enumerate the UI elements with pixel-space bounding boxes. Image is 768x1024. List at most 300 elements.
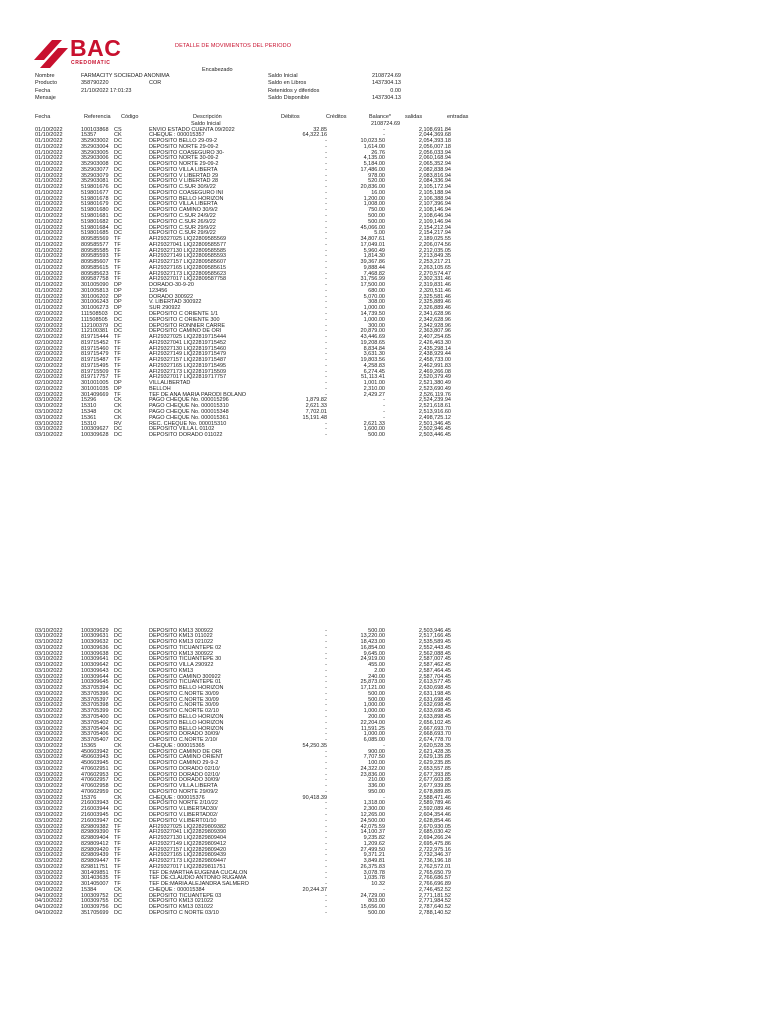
cell-descripcion: PAGO CHEQUE No. 000015361	[149, 414, 229, 421]
cell-descripcion: AFI29327149 LIQ22819715479	[149, 351, 227, 358]
cell-codigo: TF	[114, 863, 121, 870]
meta-labels-left	[35, 73, 57, 102]
cell-descripcion: AFI29327025 LIQ22819715444	[149, 334, 227, 341]
cell-balance: 2,105,172.94	[418, 184, 451, 191]
cell-balance: 2,667,693.70	[418, 725, 451, 732]
cell-descripcion: PAGO CHEQUE No. 000015348	[149, 409, 229, 416]
cell-balance: 2,342,928.96	[418, 322, 451, 329]
cell-referencia: 100309756	[81, 904, 109, 911]
cell-fecha: 01/10/2022	[35, 143, 63, 150]
cell-fecha: 03/10/2022	[35, 852, 63, 859]
cell-codigo: DC	[114, 771, 122, 778]
cell-balance: 2,302,331.46	[418, 276, 451, 283]
cell-referencia: 519801680	[81, 207, 109, 214]
cell-descripcion: AFI29327017 LIQ22809587758	[149, 276, 227, 283]
cell-balance: 2,587,007.45	[418, 656, 451, 663]
cell-codigo: DP	[114, 385, 122, 392]
cell-codigo: DC	[114, 679, 122, 686]
cell-referencia: 100103868	[81, 126, 109, 133]
cell-referencia: 819715444	[81, 334, 109, 341]
cell-codigo: DC	[114, 212, 122, 219]
cell-descripcion: DEPOSITO C ORIENTE 1/1	[149, 311, 218, 317]
cell-descripcion: DEPOSITO VILLA LIBERTA	[149, 783, 218, 790]
cell-referencia: 352903002	[81, 138, 109, 145]
cell-balance: 2,632,698.45	[418, 702, 451, 709]
cell-fecha: 04/10/2022	[35, 898, 63, 905]
cell-balance: 2,668,693.70	[418, 731, 451, 738]
cell-credito: 500.00	[368, 212, 385, 219]
cell-codigo: DC	[114, 892, 122, 899]
cell-debito: -	[325, 673, 327, 680]
cell-credito: 39,367.86	[360, 259, 385, 266]
cell-fecha: 01/10/2022	[35, 230, 63, 237]
cell-referencia: 100309636	[81, 644, 109, 651]
cell-balance: 2,604,354.46	[418, 812, 451, 818]
cell-referencia: 100309629	[81, 627, 109, 634]
cell-referencia: 829809420	[81, 846, 109, 853]
cell-codigo: DC	[114, 713, 122, 720]
meta-value: 1437304.13	[371, 94, 401, 101]
cell-credito: 803.00	[368, 898, 385, 905]
cell-descripcion: DEPOSITO C.NORTE 30/09	[149, 690, 219, 697]
cell-balance: 2,589,789.46	[418, 800, 451, 807]
meta-extra: COR	[149, 80, 162, 87]
cell-debito: -	[325, 662, 327, 669]
cell-fecha: 01/10/2022	[35, 218, 63, 225]
cell-balance: 2,562,088.45	[418, 650, 451, 657]
cell-balance: 2,056,007.18	[418, 143, 451, 150]
cell-fecha: 03/10/2022	[35, 731, 63, 738]
cell-debito: -	[325, 702, 327, 709]
cell-balance: 2,631,198.45	[418, 690, 451, 697]
cell-descripcion: DEPOSITO TICUANTEPE 03	[149, 892, 222, 899]
cell-debito: -	[325, 754, 327, 761]
cell-codigo: DC	[114, 800, 122, 807]
cell-balance: 2,154,212.94	[418, 224, 451, 231]
cell-descripcion: AFI29327130 LIQ22809585585	[149, 247, 227, 254]
cell-credito: 1,000.00	[363, 316, 385, 323]
cell-descripcion: DEPOSITO CAMINO 29-9-2	[149, 760, 219, 767]
cell-codigo: TF	[114, 881, 121, 888]
cell-credito: 16.00	[371, 189, 385, 196]
cell-codigo: DC	[114, 737, 122, 744]
cell-balance: 2,535,589.45	[418, 639, 451, 646]
cell-descripcion: TEF DE:MARIA ALEJANDRA SALMERO	[149, 881, 249, 888]
cell-debito: -	[325, 835, 327, 842]
cell-credito: 17,486.00	[360, 166, 385, 173]
cell-balance: 2,054,393.18	[418, 138, 451, 145]
cell-fecha: 03/10/2022	[35, 817, 63, 824]
cell-balance: 2,083,816.94	[418, 172, 451, 179]
cell-debito: -	[325, 898, 327, 905]
cell-descripcion: DEPOSITO TICUANTEPE 01	[149, 679, 222, 686]
cell-descripcion: DORADO 300922	[149, 293, 194, 300]
cell-debito: -	[325, 690, 327, 697]
cell-debito: -	[325, 195, 327, 202]
cell-fecha: 01/10/2022	[35, 138, 63, 145]
cell-fecha: 03/10/2022	[35, 708, 63, 715]
cell-fecha: 01/10/2022	[35, 201, 63, 208]
cell-codigo: TF	[114, 374, 121, 381]
cell-credito: 19,208.65	[360, 339, 385, 346]
cell-codigo: CK	[114, 397, 122, 404]
cell-credito: 19,803.56	[360, 357, 385, 364]
cell-balance: 2,513,916.60	[418, 409, 451, 416]
cell-debito: -	[325, 368, 327, 375]
cell-descripcion: CHEQUE : 000015357	[149, 132, 205, 139]
cell-debito: 64,322.16	[302, 132, 327, 139]
cell-balance: 2,469,266.08	[418, 368, 451, 375]
cell-referencia: 470602958	[81, 783, 109, 790]
cell-balance: 2,109,146.94	[418, 218, 451, 225]
cell-credito: 15,656.00	[360, 904, 385, 911]
cell-debito: -	[325, 207, 327, 214]
cell-balance: 2,501,346.45	[418, 420, 451, 427]
cell-descripcion: TEF DE:CLAUDIO ANTONIO RUGAMA	[149, 875, 247, 882]
meta-value: 2108724.69	[371, 73, 401, 79]
col-creditos: Créditos	[326, 114, 347, 120]
cell-descripcion: DEPOSITO NORTE 29-09-2	[149, 143, 219, 150]
cell-credito: -	[383, 409, 385, 416]
cell-fecha: 03/10/2022	[35, 673, 63, 680]
cell-balance: 2,521,618.61	[418, 403, 451, 410]
cell-credito: 24,729.00	[360, 892, 385, 899]
cell-codigo: DC	[114, 189, 122, 196]
cell-credito: 1,008.00	[363, 201, 385, 208]
cell-descripcion: DEPOSITO KM13	[149, 667, 194, 674]
cell-referencia: 15376	[81, 794, 97, 801]
cell-fecha: 02/10/2022	[35, 362, 63, 369]
cell-balance: 2,628,854.46	[418, 817, 451, 824]
cell-balance: 2,435,298.14	[418, 345, 451, 352]
cell-fecha: 03/10/2022	[35, 403, 63, 410]
cell-debito: -	[325, 230, 327, 237]
cell-debito: -	[325, 236, 327, 243]
cell-descripcion: DEPOSITO NORTE 2/10/22	[149, 800, 218, 807]
cell-balance: 2,325,889.46	[418, 299, 451, 306]
cell-credito: 18,423.00	[360, 639, 385, 646]
cell-codigo: TF	[114, 339, 121, 346]
cell-descripcion: DEPOSITO VILLA L 01102	[149, 426, 215, 433]
cell-balance: 2,065,352.94	[418, 161, 451, 168]
cell-balance: 2,677,393.85	[418, 771, 451, 778]
cell-fecha: 03/10/2022	[35, 639, 63, 646]
cell-referencia: 352903079	[81, 172, 109, 179]
cell-credito: 23,836.00	[360, 771, 385, 778]
cell-referencia: 819717757	[81, 374, 109, 381]
cell-referencia: 809587758	[81, 276, 109, 283]
cell-referencia: 352903008	[81, 161, 109, 168]
cell-credito: 6,085.00	[363, 737, 385, 744]
cell-fecha: 01/10/2022	[35, 270, 63, 277]
cell-codigo: DP	[114, 282, 122, 289]
cell-codigo: DP	[114, 299, 122, 306]
cell-referencia: 450603943	[81, 754, 109, 761]
cell-codigo: DC	[114, 143, 122, 150]
cell-referencia: 112100379	[81, 322, 109, 329]
cell-descripcion: CHEQUE : 000015376	[149, 794, 205, 801]
cell-referencia: 809585615	[81, 264, 109, 271]
cell-balance: 2,787,640.52	[418, 904, 451, 911]
cell-debito: -	[325, 858, 327, 865]
cell-descripcion: DEPOSITO BELLO HORIZON	[149, 713, 224, 720]
cell-debito: -	[325, 305, 327, 312]
cell-codigo: DC	[114, 777, 122, 784]
cell-descripcion: DEPOSITO KM13 021022	[149, 898, 214, 905]
cell-fecha: 02/10/2022	[35, 339, 63, 346]
cell-balance: 2,633,698.45	[418, 708, 451, 715]
cell-referencia: 100309628	[81, 432, 109, 439]
cell-balance: 2,592,089.46	[418, 806, 451, 813]
cell-balance: 2,108,691.84	[418, 126, 451, 133]
cell-descripcion: DEPOSITO NORTE 29-09-2	[149, 161, 219, 168]
cell-descripcion: DORADO-30-9-20	[149, 282, 194, 289]
cell-balance: 2,084,336.94	[418, 178, 451, 185]
cell-balance: 2,587,464.45	[418, 667, 451, 674]
cell-credito: 500.00	[368, 627, 385, 634]
cell-referencia: 353705402	[81, 719, 109, 726]
cell-referencia: 15310	[81, 420, 97, 427]
cell-descripcion: DEPOSITO KM13 011022	[149, 633, 213, 640]
cell-descripcion: AFI29327165 LIQ22809585615	[149, 264, 227, 271]
meta-value: 1437304.13	[371, 80, 401, 87]
cell-balance: 2,678,889.85	[418, 788, 451, 795]
cell-credito: 200.00	[368, 713, 385, 720]
cell-balance: 2,674,778.70	[418, 737, 451, 744]
cell-credito: 2,621.33	[363, 420, 385, 427]
cell-referencia: 100309643	[81, 667, 109, 674]
cell-fecha: 03/10/2022	[35, 409, 63, 416]
cell-codigo: TF	[114, 368, 121, 375]
cell-codigo: DC	[114, 178, 122, 185]
cell-credito: -	[383, 132, 385, 139]
cell-balance: 2,633,898.45	[418, 713, 451, 720]
cell-referencia: 301005813	[81, 287, 109, 294]
cell-referencia: 519801684	[81, 224, 109, 231]
cell-codigo: DC	[114, 725, 122, 732]
cell-codigo: DC	[114, 667, 122, 674]
cell-debito: -	[325, 627, 327, 634]
cell-codigo: DC	[114, 172, 122, 179]
cell-fecha: 02/10/2022	[35, 368, 63, 375]
cell-credito: 1,000.00	[363, 708, 385, 715]
cell-descripcion: DEPOSITO BELLO 29-09-2	[149, 138, 218, 145]
cell-debito: -	[325, 904, 327, 911]
cell-balance: 2,771,181.52	[418, 892, 451, 899]
cell-fecha: 03/10/2022	[35, 794, 63, 801]
cell-referencia: 352903081	[81, 178, 109, 185]
cell-fecha: 03/10/2022	[35, 881, 63, 888]
cell-fecha: 03/10/2022	[35, 777, 63, 784]
cell-debito: -	[325, 846, 327, 853]
cell-descripcion: DEPOSITO VILLA LIBERTA	[149, 201, 218, 208]
cell-fecha: 03/10/2022	[35, 696, 63, 703]
cell-referencia: 353705397	[81, 696, 109, 703]
cell-referencia: 809585623	[81, 270, 109, 277]
cell-codigo: DC	[114, 328, 122, 335]
col-balance-initial: 2108724.69	[371, 121, 401, 127]
cell-referencia: 100309627	[81, 426, 109, 433]
meta-label: Saldo en Libros	[268, 80, 307, 87]
cell-descripcion: AFI29327041 LIQ22819715452	[149, 339, 227, 346]
cell-balance: 2,630,698.45	[418, 685, 451, 692]
cell-codigo: DC	[114, 432, 122, 439]
cell-codigo: DC	[114, 904, 122, 911]
cell-codigo: TF	[114, 241, 121, 248]
cell-fecha: 03/10/2022	[35, 414, 63, 421]
cell-codigo: TF	[114, 264, 121, 271]
cell-credito: 10.32	[371, 881, 385, 888]
cell-descripcion: DEPOSITO KM13 031022	[149, 904, 214, 911]
cell-referencia: 301006202	[81, 293, 109, 300]
cell-fecha: 01/10/2022	[35, 236, 63, 243]
cell-referencia: 352903004	[81, 143, 109, 150]
cell-referencia: 111508505	[81, 316, 108, 323]
cell-fecha: 03/10/2022	[35, 800, 63, 807]
cell-fecha: 01/10/2022	[35, 155, 63, 162]
cell-fecha: 02/10/2022	[35, 374, 63, 381]
cell-referencia: 100309632	[81, 639, 109, 646]
cell-codigo: DC	[114, 817, 122, 824]
meta-values-left	[81, 73, 170, 102]
cell-balance: 2,613,577.45	[418, 679, 451, 686]
cell-balance: 2,631,698.45	[418, 696, 451, 703]
cell-referencia: 519801685	[81, 230, 109, 237]
cell-debito: -	[325, 748, 327, 755]
cell-descripcion: AFI29327173 LIQ22819715509	[149, 368, 227, 375]
cell-fecha: 03/10/2022	[35, 667, 63, 674]
cell-codigo: DC	[114, 218, 122, 225]
cell-referencia: 301409669	[81, 391, 109, 398]
section-title: Encabezado	[202, 67, 233, 73]
cell-fecha: 03/10/2022	[35, 823, 63, 830]
cell-fecha: 01/10/2022	[35, 126, 63, 133]
cell-balance: 2,212,035.05	[418, 247, 451, 254]
cell-referencia: 301006273	[81, 305, 109, 312]
cell-balance: 2,766,696.89	[418, 881, 451, 888]
cell-referencia: 809585607	[81, 259, 109, 266]
cell-fecha: 02/10/2022	[35, 328, 63, 335]
transactions-table-page-1	[0, 128, 768, 439]
cell-fecha: 01/10/2022	[35, 172, 63, 179]
cell-codigo: DC	[114, 627, 122, 634]
cell-debito: -	[325, 783, 327, 790]
cell-descripcion: AFI29327157 LIQ22829809420	[149, 846, 227, 853]
cell-debito: -	[325, 212, 327, 219]
cell-credito: 210.00	[368, 777, 385, 784]
cell-debito: -	[325, 224, 327, 231]
cell-debito: -	[325, 806, 327, 813]
cell-fecha: 01/10/2022	[35, 224, 63, 231]
cell-referencia: 809585577	[81, 241, 109, 248]
cell-credito: 9,645.00	[363, 650, 385, 657]
cell-referencia: 829809404	[81, 835, 109, 842]
cell-credito: 3,849.81	[363, 858, 385, 865]
cell-debito: -	[325, 339, 327, 346]
cell-credito: 26.76	[371, 149, 385, 156]
cell-codigo: TF	[114, 334, 121, 341]
cell-codigo: DC	[114, 155, 122, 162]
cell-fecha: 03/10/2022	[35, 432, 63, 439]
cell-credito: -	[383, 742, 385, 749]
cell-debito: -	[325, 719, 327, 726]
cell-codigo: DC	[114, 656, 122, 663]
cell-codigo: TF	[114, 858, 121, 865]
cell-balance: 2,326,889.46	[418, 305, 451, 312]
cell-codigo: DC	[114, 426, 122, 433]
cell-balance: 2,253,217.21	[418, 259, 451, 266]
cell-balance: 2,438,929.44	[418, 351, 451, 358]
cell-codigo: DC	[114, 696, 122, 703]
meta-label: Retenidos y diferidos	[268, 87, 320, 94]
cell-fecha: 04/10/2022	[35, 886, 63, 893]
cell-descripcion: DEPOSITO BELLO HORIZON	[149, 725, 224, 732]
cell-referencia: 111508503	[81, 311, 108, 317]
cell-codigo: CS	[114, 126, 122, 133]
cell-referencia: 819715487	[81, 357, 109, 364]
cell-codigo: DC	[114, 650, 122, 657]
cell-codigo: DC	[114, 898, 122, 905]
cell-credito: -	[383, 794, 385, 801]
cell-codigo: DC	[114, 702, 122, 709]
cell-referencia: 809585569	[81, 236, 109, 243]
cell-descripcion: AFI29327130 LIQ22819715460	[149, 345, 227, 352]
cell-debito: -	[325, 725, 327, 732]
cell-descripcion: TEF DE ANA MARIA PARODI BOLANO	[149, 391, 247, 398]
cell-balance: 2,732,346.37	[418, 852, 451, 859]
cell-fecha: 01/10/2022	[35, 253, 63, 260]
cell-referencia: 353705396	[81, 690, 109, 697]
cell-credito: 9,235.82	[363, 835, 385, 842]
cell-balance: 2,363,807.96	[418, 328, 451, 335]
cell-debito: -	[325, 685, 327, 692]
cell-referencia: 216003943	[81, 800, 109, 807]
cell-referencia: 829811751	[81, 863, 109, 870]
cell-descripcion: DEPOSITO C.SUR 26/9/22	[149, 218, 216, 225]
cell-descripcion: DEPOSITO BELLO HORIZON	[149, 195, 224, 202]
cell-referencia: 819715495	[81, 362, 109, 369]
cell-credito: 300.00	[368, 322, 385, 329]
cell-fecha: 03/10/2022	[35, 869, 63, 876]
cell-referencia: 819715509	[81, 368, 109, 375]
cell-descripcion: DEPOSITO COASEGURO 30-	[149, 149, 225, 156]
cell-debito: 20,244.37	[302, 886, 327, 893]
cell-debito: -	[325, 322, 327, 329]
cell-codigo: TF	[114, 823, 121, 830]
meta-label: Saldo Inicial	[268, 73, 298, 79]
cell-debito: -	[325, 391, 327, 398]
cell-descripcion: DEPOSITO C.SUR 24/9/22	[149, 212, 216, 219]
cell-codigo: DC	[114, 161, 122, 168]
cell-debito: -	[325, 869, 327, 876]
cell-referencia: 519801678	[81, 195, 109, 202]
cell-codigo: DC	[114, 633, 122, 640]
cell-credito: 950.00	[368, 788, 385, 795]
cell-credito: 1,000.00	[363, 731, 385, 738]
cell-balance: 2,106,388.94	[418, 195, 451, 202]
cell-debito: 2,621.33	[305, 403, 327, 410]
cell-referencia: 352903005	[81, 149, 109, 156]
cell-descripcion: DEPOSITO C.NORTE 30/09	[149, 696, 219, 703]
col-balance: Balance*	[369, 114, 392, 120]
cell-descripcion: AFI29327130 LIQ22829809404	[149, 835, 227, 842]
cell-debito: -	[325, 788, 327, 795]
cell-codigo: DC	[114, 708, 122, 715]
cell-credito: 6,274.45	[363, 368, 385, 375]
cell-descripcion: DEPOSITO C.NORTE 30/09	[149, 702, 219, 709]
cell-referencia: 15296	[81, 397, 97, 404]
cell-debito: -	[325, 840, 327, 847]
